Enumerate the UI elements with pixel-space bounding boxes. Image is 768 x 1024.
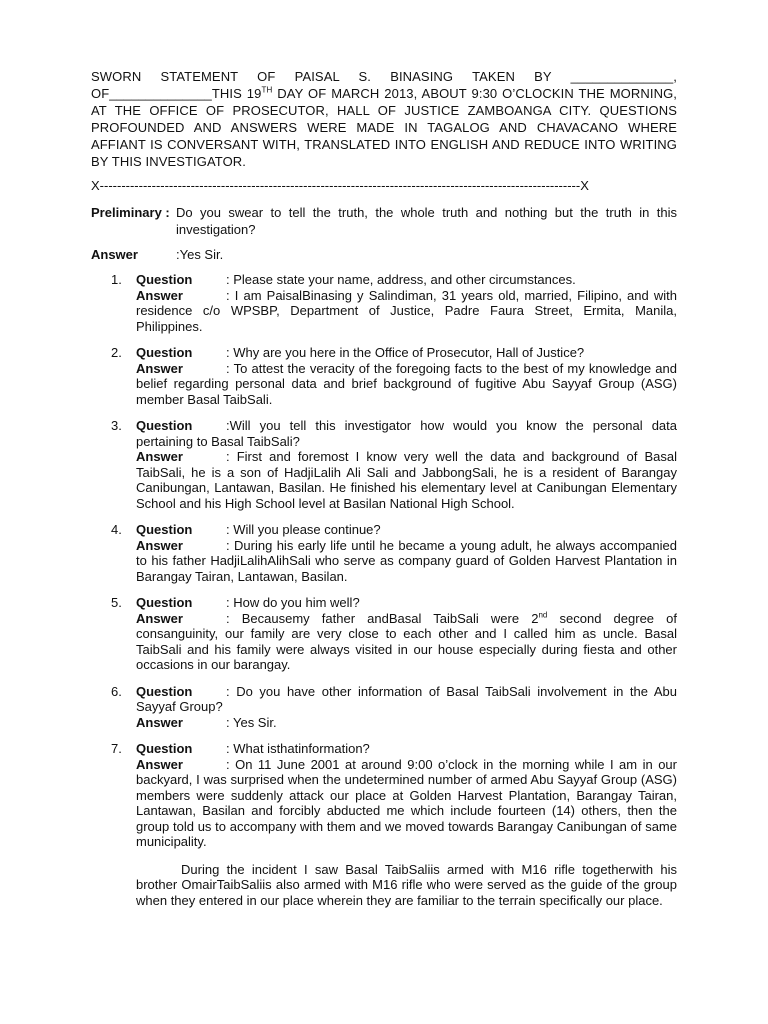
answer-label: Answer [136, 714, 183, 730]
question-label: Question [136, 522, 193, 537]
qa-number: 4. [111, 522, 122, 537]
preliminary-answer-label: Answer [91, 247, 138, 262]
answer-line [136, 757, 677, 850]
qa-number: 1. [111, 272, 122, 287]
question-text: : How do you him well? [226, 595, 360, 610]
question-text: : Do you have other information of Basal TaibSali involvement in the Abu Sayyaf Group? [136, 683, 677, 714]
header-line-1: SWORN STATEMENT OF PAISAL S. BINASING TAKEN BY ______________, [91, 69, 677, 84]
question-label: Question [136, 595, 193, 610]
question-label: Question [136, 345, 193, 360]
answer-line [136, 611, 677, 673]
answer-text: : During his early life until he became a young adult, he always accompanied to his father HadjiLalihAlihSali who serve as company guard of Golden Harvest Plantation in Barangay Tairan, Lantawan, Basilan. [136, 537, 677, 584]
question-label: Question [136, 418, 193, 433]
question-line [136, 272, 677, 288]
header-line-2a: OF______________THIS 19 [91, 86, 262, 101]
question-text: : Why are you here in the Office of Prosecutor, Hall of Justice? [226, 345, 585, 360]
question-label: Question [136, 683, 193, 699]
answer-text: : First and foremost I know very well the data and background of Basal TaibSali, he is a son of HadjiLalih Ali Sali and JabbongSali, he is a resident of Barangay Canibungan, Lantawan, Basilan. He finished his elementary level at Canibungan Elementary School and his High School level at Basilan National High School. [136, 449, 677, 511]
question-text: : Please state your name, address, and other circumstances. [226, 272, 576, 287]
answer-label: Answer [136, 537, 183, 553]
preliminary-label: Preliminary : [91, 205, 170, 220]
answer-text: : Yes Sir. [226, 714, 277, 730]
question-text: : What isthatinformation? [226, 741, 370, 756]
answer-label: Answer [136, 610, 183, 626]
qa-list [111, 272, 677, 919]
qa-number: 3. [111, 418, 122, 433]
question-line [136, 684, 677, 715]
qa-number: 5. [111, 595, 122, 610]
incident-paragraph: During the incident I saw Basal TaibSaliis armed with M16 rifle togetherwith his brother OmairTaibSaliis also armed with M16 rifle who were served as the guide of the group when they entered in our place wherein they are familiar to the terrain specifically our place. [136, 861, 677, 908]
answer-line [136, 288, 677, 335]
answer-line [136, 715, 677, 731]
qa-item [111, 741, 677, 908]
question-line [136, 345, 677, 361]
answer-label: Answer [136, 360, 183, 376]
question-label: Question [136, 741, 193, 756]
qa-number: 7. [111, 741, 122, 756]
answer-label: Answer [136, 756, 183, 772]
answer-text: : To attest the veracity of the foregoing facts to the best of my knowledge and belief regarding personal data and brief background of fugitive Abu Sayyaf Group (ASG) member Basal TaibSali. [136, 360, 677, 407]
question-line [136, 418, 677, 449]
answer-text-post: second degree of consanguinity, our family are very close to each other and I called him as uncle. Basal TaibSali and his family were always visited in our house especially during fiesta and other occasions in our barangay. [136, 610, 678, 672]
qa-item [111, 595, 677, 673]
qa-item [111, 418, 677, 511]
preliminary-answer [91, 246, 223, 263]
question-line [136, 595, 677, 611]
header-ordinal: TH [261, 85, 273, 95]
question-label: Question [136, 272, 193, 287]
question-line [136, 522, 677, 538]
answer-label: Answer [136, 449, 183, 464]
answer-label: Answer [136, 287, 183, 303]
answer-line [136, 449, 677, 511]
answer-text-pre: : Becausemy father andBasal TaibSali were 2 [226, 610, 539, 626]
question-text: : Will you please continue? [226, 522, 381, 537]
question-text: :Will you tell this investigator how would you know the personal data pertaining to Basal TaibSali? [136, 418, 677, 449]
qa-number: 6. [111, 683, 122, 699]
answer-text: : I am PaisalBinasing y Salindiman, 31 years old, married, Filipino, and with residence c/o WPSBP, Department of Justice, Padre Faura Street, Ermita, Manila, Philippines. [136, 287, 677, 334]
preliminary-question [91, 204, 677, 238]
answer-line [136, 361, 677, 408]
answer-ordinal: nd [538, 610, 548, 620]
header-line-2b: DAY OF MARCH 2013, ABOUT 9:30 O’CLOCKIN THE MORNING, AT THE OFFICE OF PROSECUTOR, HALL OF JUSTICE ZAMBOANGA CITY. QUESTIONS PROFOUNDED AND ANSWERS WERE MADE IN TAGALOG AND CHAVACANO WHERE AFFIANT IS CONVERSANT WITH, TRANSLATED INTO ENGLISH AND REDUCE INTO WRITING BY THIS INVESTIGATOR. [91, 86, 677, 169]
qa-item [111, 345, 677, 407]
answer-text: : On 11 June 2001 at around 9:00 o’clock in the morning while I am in our backyard, I was surprised when the undetermined number of armed Abu Sayyaf Group (ASG) members were suddenly attack our place at Golden Harvest Plantation, Barangay Tairan, Lantawan, Basilan and forcibly abducted me which include fourteen (14) others, then the group told us to accompany with them and we moved towards Barangay Canibungan of same municipality. [136, 756, 677, 849]
preliminary-answer-text: :Yes Sir. [176, 247, 224, 262]
qa-number: 2. [111, 345, 122, 360]
answer-line [136, 538, 677, 585]
qa-item [111, 522, 677, 584]
question-line [136, 741, 677, 757]
section-divider: X---------------------------------------------------------------------------------------------------------------X [91, 178, 589, 193]
statement-header [91, 68, 677, 170]
qa-item [111, 684, 677, 731]
qa-item [111, 272, 677, 334]
preliminary-text: Do you swear to tell the truth, the whole truth and nothing but the truth in this investigation? [176, 205, 677, 237]
